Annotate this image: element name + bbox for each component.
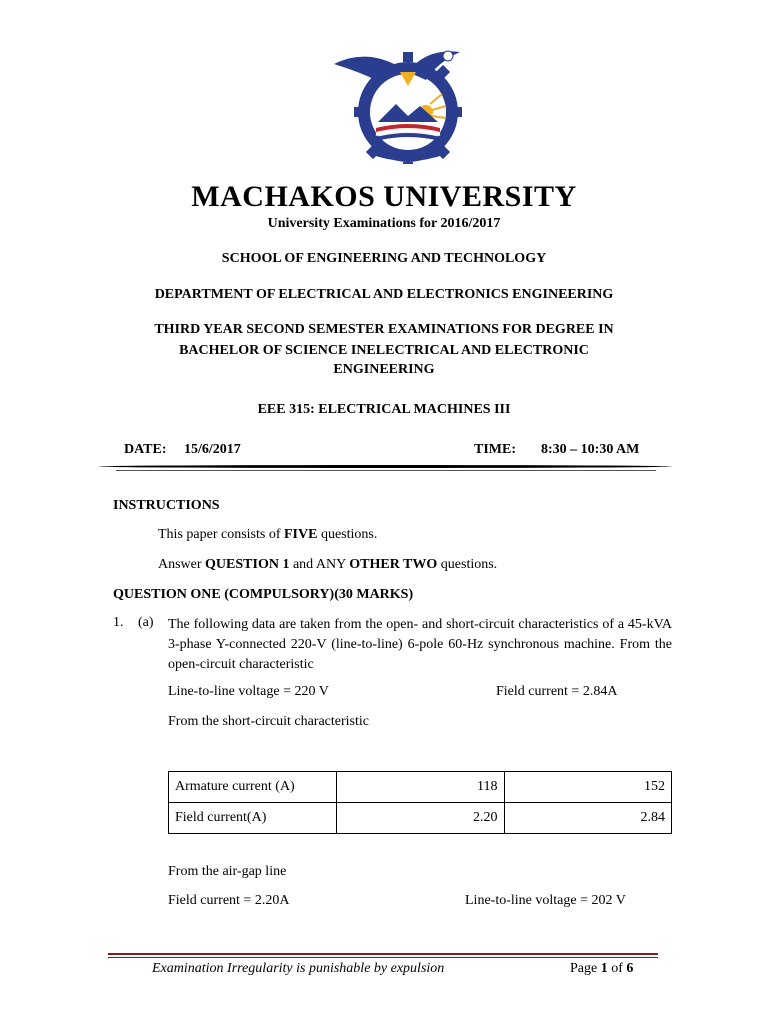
page-total: 6	[626, 961, 634, 976]
table-cell: Armature current (A)	[169, 772, 337, 803]
oc-field-current: Field current = 2.84A	[496, 684, 618, 699]
header-divider-thin	[116, 470, 656, 471]
date-value: 15/6/2017	[184, 442, 241, 457]
instruction-1-post: questions.	[317, 527, 378, 542]
table-cell: 152	[504, 772, 672, 803]
airgap-field-current: Field current = 2.20A	[168, 893, 290, 908]
question-part: (a)	[138, 615, 154, 630]
question-heading: QUESTION ONE (COMPULSORY)(30 MARKS)	[113, 587, 414, 602]
airgap-voltage: Line-to-line voltage = 202 V	[465, 893, 626, 908]
table-row	[169, 772, 672, 803]
question-text: The following data are taken from the open- and short-circuit characteristics of a 45-kVA 3-phase Y-connected 220-V (line-to-line) 6-pole 60-Hz synchronous machine. From the open-circuit characteristic	[168, 617, 672, 672]
footer-divider-thin	[108, 957, 658, 958]
exam-year: University Examinations for 2016/2017	[267, 216, 501, 231]
table-cell: Field current(A)	[169, 803, 337, 834]
footer-divider	[108, 953, 658, 955]
university-logo	[330, 42, 480, 164]
instruction-line-2	[158, 557, 497, 573]
sc-intro: From the short-circuit characteristic	[168, 714, 369, 729]
table-cell: 2.20	[337, 803, 505, 834]
date-label: DATE:	[124, 442, 167, 457]
page-label: Page	[570, 961, 601, 976]
exam-title-line1: THIRD YEAR SECOND SEMESTER EXAMINATIONS FOR DEGREE IN	[154, 322, 614, 337]
airgap-intro: From the air-gap line	[168, 864, 287, 879]
instruction-1-bold: FIVE	[283, 527, 318, 542]
instructions-heading: INSTRUCTIONS	[113, 498, 220, 513]
instruction-2-bold-1: QUESTION 1	[205, 557, 290, 572]
table-cell: 2.84	[504, 803, 672, 834]
department-name: DEPARTMENT OF ELECTRICAL AND ELECTRONICS ENGINEERING	[154, 287, 614, 302]
footer-note: Examination Irregularity is punishable by expulsion	[152, 961, 445, 976]
time-label: TIME:	[474, 442, 516, 457]
exam-title-line3: ENGINEERING	[333, 362, 435, 377]
page-number: 1	[600, 961, 608, 976]
time-value: 8:30 – 10:30 AM	[541, 442, 640, 457]
sc-data-table	[168, 771, 672, 834]
instruction-2-bold-2: OTHER TWO	[349, 557, 438, 572]
page-of: of	[607, 961, 627, 976]
question-number: 1.	[113, 615, 124, 630]
instruction-line-1	[158, 527, 377, 543]
header-divider	[98, 465, 672, 468]
instruction-2-post: questions.	[437, 557, 498, 572]
instruction-1-pre: This paper consists of	[158, 527, 284, 542]
instruction-2-mid: and ANY	[289, 557, 350, 572]
university-name: MACHAKOS UNIVERSITY	[191, 180, 577, 213]
page-indicator	[570, 961, 633, 977]
course-title: EEE 315: ELECTRICAL MACHINES III	[257, 402, 511, 417]
school-name: SCHOOL OF ENGINEERING AND TECHNOLOGY	[221, 251, 547, 266]
oc-voltage: Line-to-line voltage = 220 V	[168, 684, 329, 699]
exam-title-line2: BACHELOR OF SCIENCE INELECTRICAL AND ELECTRONIC	[179, 343, 589, 358]
instruction-2-pre: Answer	[158, 557, 206, 572]
table-row	[169, 803, 672, 834]
table-cell: 118	[337, 772, 505, 803]
